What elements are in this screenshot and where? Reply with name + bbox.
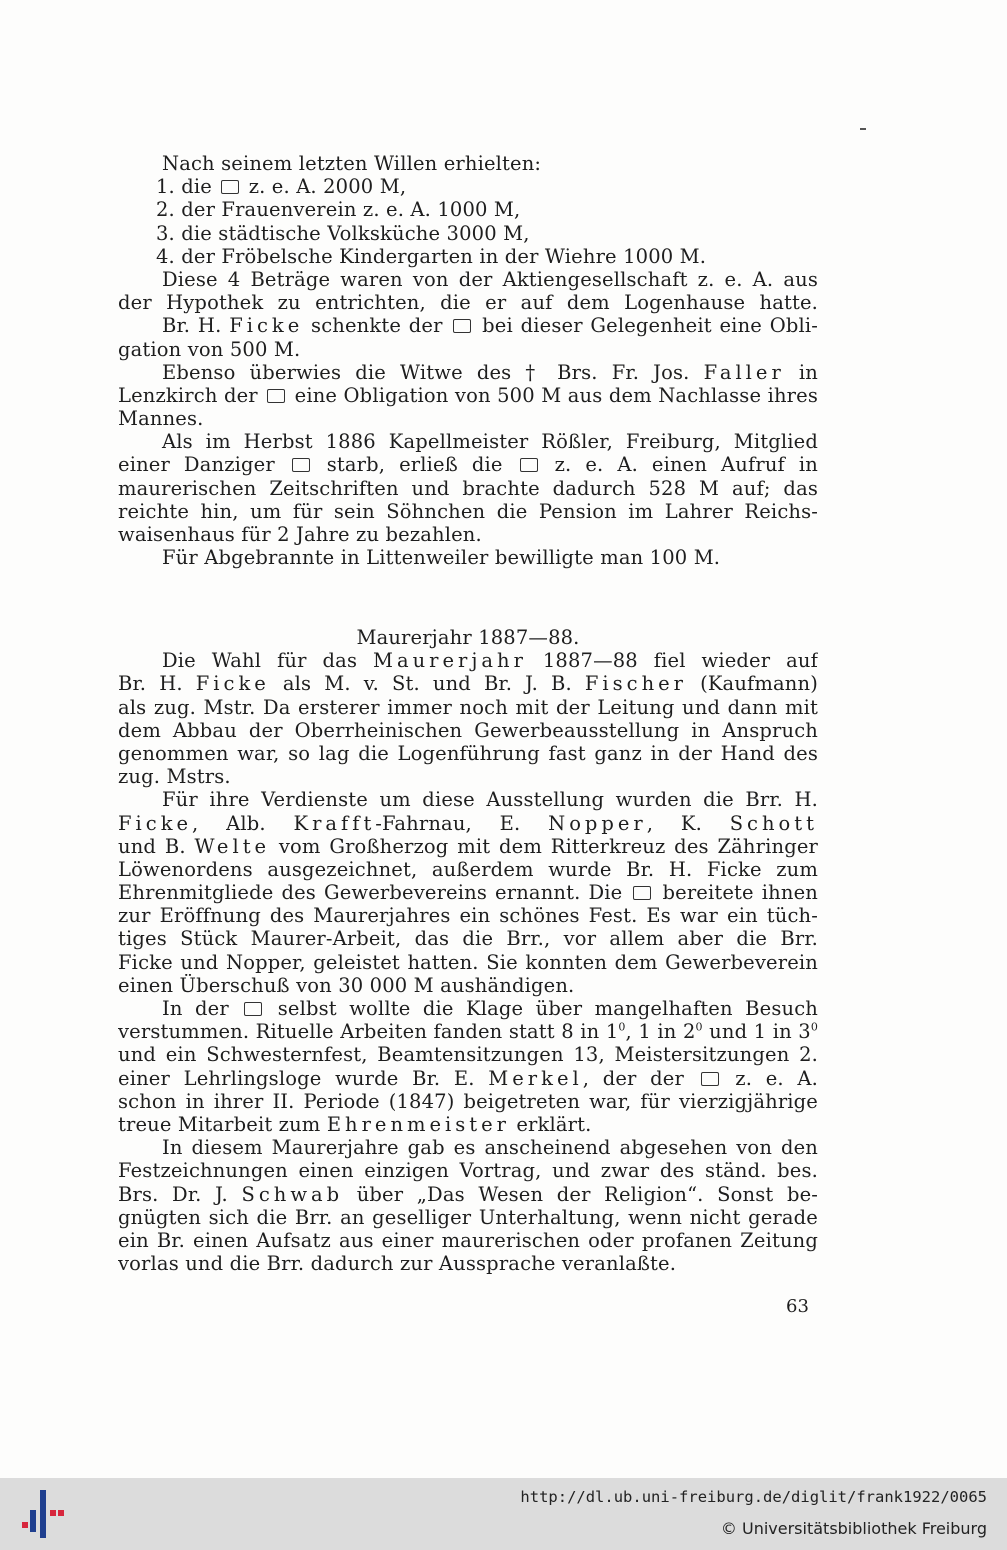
text-line: gnügten sich die Brr. an geselliger Unterhaltung, wenn nicht gerade [118, 1205, 818, 1229]
text-line: Diese 4 Beträge waren von der Aktiengesellschaft z. e. A. aus [162, 267, 818, 291]
lodge-symbol-icon [633, 886, 651, 900]
text-line: der Hypothek zu entrichten, die er auf dem Logenhause hatte. [118, 291, 818, 315]
lodge-symbol-icon [244, 1002, 262, 1016]
text-line: Nach seinem letzten Willen erhielten: [162, 152, 542, 175]
lodge-symbol-icon [221, 180, 239, 194]
text-line: Festzeichnungen einen einzigen Vortrag, und zwar des ständ. bes. [118, 1159, 818, 1183]
list-item: 1. die z. e. A. 2000 M, [156, 175, 407, 199]
text-line: Als im Herbst 1886 Kapellmeister Rößler, Freiburg, Mitglied [162, 430, 818, 454]
lodge-symbol-icon [520, 458, 538, 472]
text-line: einer Danziger starb, erließ die z. e. A. einen Aufruf in [118, 453, 818, 477]
text-line: zur Eröffnung des Maurerjahres ein schönes Fest. Es war ein tüch- [118, 904, 818, 928]
copyright-notice: © Universitätsbibliothek Freiburg [720, 1519, 987, 1538]
lodge-symbol-icon [267, 389, 285, 403]
text-line: einen Überschuß von 30 000 M aushändigen. [118, 973, 575, 997]
text-line: Ficke und Nopper, geleistet hatten. Sie konnten dem Gewerbeverein [118, 950, 818, 974]
text-line: Löwenordens ausgezeichnet, außerdem wurde Br. H. Ficke zum [118, 857, 818, 881]
text-line: Br. H. Ficke als M. v. St. und Br. J. B. Fischer (Kaufmann) [118, 672, 818, 696]
lodge-symbol-icon [292, 458, 310, 472]
text-line: Für Abgebrannte in Littenweiler bewilligte man 100 M. [162, 546, 721, 570]
text-line: Brs. Dr. J. Schwab über „Das Wesen der Religion“. Sonst be- [118, 1182, 818, 1206]
text-block-2 [118, 626, 818, 1275]
list-item: 4. der Fröbelsche Kindergarten in der Wiehre 1000 M. [156, 244, 707, 268]
text-line: treue Mitarbeit zum Ehrenmeister erklärt. [118, 1112, 592, 1136]
text-line: In diesem Maurerjahre gab es anscheinend abgesehen von den [162, 1136, 818, 1160]
text-line: Lenzkirch der eine Obligation von 500 M aus dem Nachlasse ihres [118, 383, 818, 407]
text-line: Ehrenmitgliede des Gewerbevereins ernannt. Die bereitete ihnen [118, 881, 818, 905]
text-line: Ficke, Alb. Krafft-Fahrnau, E. Nopper, K. Schott [118, 811, 818, 835]
text-line: maurerischen Zeitschriften und brachte dadurch 528 M auf; das [118, 476, 818, 500]
page-number: 63 [786, 1296, 809, 1317]
list-item: 3. die städtische Volksküche 3000 M, [156, 221, 530, 245]
text-line: und ein Schwesternfest, Beamtensitzungen 13, Meistersitzungen 2. [118, 1043, 818, 1067]
text-block-1 [118, 152, 818, 569]
footer-bar [0, 1478, 1007, 1550]
lodge-symbol-icon [701, 1072, 719, 1086]
text-line: gation von 500 M. [118, 337, 301, 361]
ub-freiburg-logo-icon[interactable] [22, 1490, 66, 1538]
text-line: waisenhaus für 2 Jahre zu bezahlen. [118, 523, 482, 546]
text-line: Die Wahl für das Maurerjahr 1887—88 fiel wieder auf [162, 649, 818, 673]
text-line: tiges Stück Maurer-Arbeit, das die Brr., vor allem aber die Brr. [118, 927, 818, 951]
text-line: genommen war, so lag die Logenführung fast ganz in der Hand des [118, 741, 818, 765]
text-line: ein Br. einen Aufsatz aus einer maurerischen oder profanen Zeitung [118, 1228, 818, 1252]
text-line: als zug. Mstr. Da ersterer immer noch mit der Leitung und dann mit [118, 695, 818, 719]
text-line: Mannes. [118, 407, 204, 431]
text-line: und B. Welte vom Großherzog mit dem Ritterkreuz des Zähringer [118, 834, 818, 858]
text-line: verstummen. Rituelle Arbeiten fanden statt 8 in $1^0$, 1 in $2^0$ und 1 in $3^0$ [118, 1020, 818, 1044]
lodge-symbol-icon [453, 319, 471, 333]
text-line: reichte hin, um für sein Söhnchen die Pension im Lahrer Reichs- [118, 499, 818, 523]
section-heading: Maurerjahr 1887—88. [356, 626, 580, 649]
text-line: In der selbst wollte die Klage über mangelhaften Besuch [162, 997, 818, 1020]
text-line: Br. H. Ficke schenkte der bei dieser Gelegenheit eine Obli- [162, 314, 818, 338]
text-line: zug. Mstrs. [118, 765, 231, 789]
text-line: Für ihre Verdienste um diese Ausstellung wurden die Brr. H. [162, 788, 818, 812]
edge-mark [860, 128, 866, 130]
text-line: dem Abbau der Oberrheinischen Gewerbeausstellung in Anspruch [118, 718, 818, 742]
text-line: einer Lehrlingsloge wurde Br. E. Merkel, der der z. e. A. [118, 1066, 818, 1090]
text-line: Ebenso überwies die Witwe des † Brs. Fr. Jos. Faller in [162, 360, 818, 384]
list-item: 2. der Frauenverein z. e. A. 1000 M, [156, 198, 521, 222]
text-line: vorlas und die Brr. dadurch zur Aussprache veranlaßte. [118, 1252, 677, 1276]
permalink-url[interactable]: http://dl.ub.uni-freiburg.de/diglit/frank1922/0065 [520, 1488, 987, 1506]
text-line: schon in ihrer II. Periode (1847) beigetreten war, für vierzigjährige [118, 1089, 818, 1113]
